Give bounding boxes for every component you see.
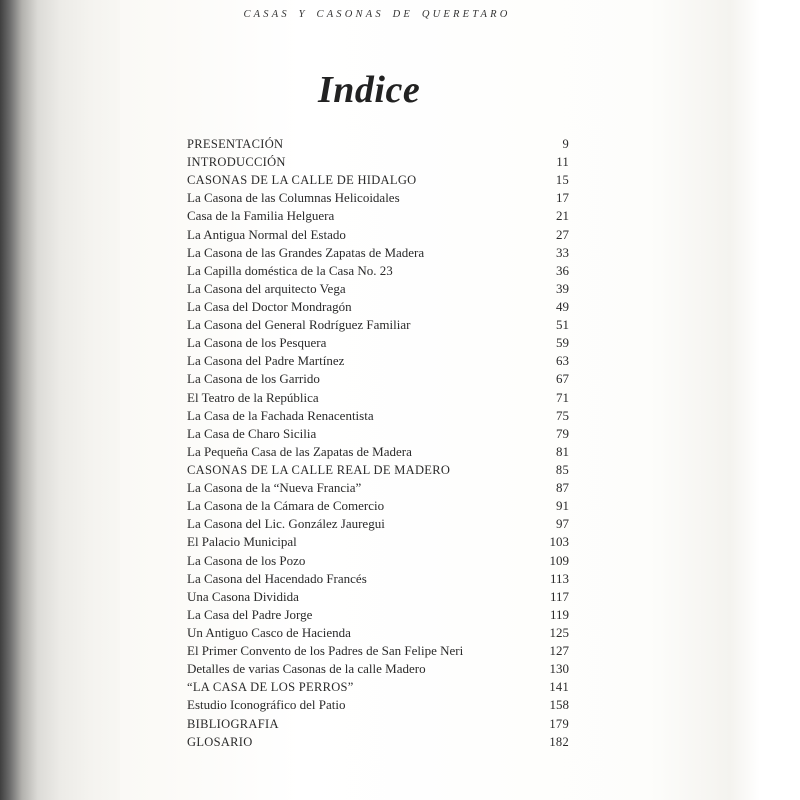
toc-entry	[187, 461, 579, 479]
toc-entry	[187, 425, 579, 443]
toc-entry-page-number: 81	[556, 443, 569, 459]
toc-entry-page-number: 71	[556, 389, 569, 405]
toc-entry-page-number: 63	[556, 353, 569, 369]
toc-entry	[187, 280, 579, 298]
toc-entry-title: Estudio Iconográfico del Patio	[187, 697, 346, 713]
toc-entry	[187, 696, 579, 714]
toc-entry-page-number: 33	[556, 244, 569, 260]
toc-entry	[187, 660, 579, 678]
toc-entry-page-number: 103	[549, 534, 569, 550]
toc-entry-title: PRESENTACIÓN	[187, 137, 284, 151]
toc-entry-title: La Casa del Padre Jorge	[187, 606, 313, 622]
toc-entry-page-number: 158	[549, 697, 569, 713]
toc-entry	[187, 244, 579, 262]
toc-entry-page-number: 75	[556, 407, 569, 423]
toc-entry	[187, 624, 579, 642]
toc-entry	[187, 171, 579, 189]
toc-entry-title: Una Casona Dividida	[187, 588, 299, 604]
toc-entry	[187, 642, 579, 660]
toc-entry-page-number: 119	[549, 606, 569, 622]
toc-entry-title: GLOSARIO	[187, 734, 253, 749]
toc-entry-title: La Casona de las Columnas Helicoidales	[187, 190, 400, 206]
toc-entry-page-number: 79	[556, 425, 569, 441]
toc-entry-page-number: 97	[556, 516, 569, 532]
toc-entry-title: El Palacio Municipal	[187, 534, 297, 550]
running-head: CASAS Y CASONAS DE QUERETARO	[243, 9, 511, 20]
toc-entry-page-number: 15	[555, 173, 569, 188]
toc-entry-page-number: 85	[555, 462, 569, 477]
toc-entry	[187, 207, 579, 225]
toc-entry-page-number: 179	[549, 716, 569, 731]
toc-entry	[187, 678, 579, 696]
toc-entry	[187, 606, 579, 624]
toc-entry-title: La Antigua Normal del Estado	[187, 226, 346, 242]
toc-entry-title: La Casona del General Rodríguez Familiar	[187, 317, 411, 333]
toc-entry-title: La Casona de los Garrido	[187, 371, 320, 387]
toc-entry-title: CASONAS DE LA CALLE DE HIDALGO	[187, 173, 417, 188]
toc-entry-title: La Casona de la Cámara de Comercio	[187, 498, 385, 514]
toc-entry-page-number: 21	[556, 208, 569, 224]
toc-entry	[187, 570, 579, 588]
toc-entry-title: La Casona de las Grandes Zapatas de Madera	[187, 244, 425, 260]
toc-entry-page-number: 67	[556, 371, 569, 387]
toc-entry-title: La Casa del Doctor Mondragón	[187, 298, 352, 314]
toc-entry-title: La Casona del Hacendado Francés	[187, 570, 367, 586]
toc-entry-title: La Casa de Charo Sicilia	[187, 425, 317, 441]
page-title: Indice	[318, 69, 421, 111]
toc-entry-title: La Casona del arquitecto Vega	[187, 280, 346, 296]
toc-entry-page-number: 39	[556, 280, 569, 296]
toc-entry-page-number: 87	[556, 480, 569, 496]
toc-entry-page-number: 11	[556, 155, 569, 170]
toc-entry	[187, 189, 579, 207]
toc-entry-title: INTRODUCCIÓN	[187, 155, 286, 170]
toc-entry	[187, 533, 579, 551]
toc-entry	[187, 298, 579, 316]
toc-entry-title: Detalles de varias Casonas de la calle Madero	[187, 661, 426, 677]
toc-entry-page-number: 127	[549, 643, 569, 659]
toc-entry	[187, 153, 579, 171]
toc-entry	[187, 552, 579, 570]
toc-entry	[187, 443, 579, 461]
toc-entry-title: La Casona de los Pesquera	[187, 335, 327, 351]
toc-entry	[187, 479, 579, 497]
toc-entry-title: La Casona de los Pozo	[187, 552, 306, 568]
toc-entry-title: El Primer Convento de los Padres de San Felipe Neri	[187, 643, 464, 659]
toc-entry-page-number: 17	[556, 190, 569, 206]
toc-entry-page-number: 59	[556, 335, 569, 351]
toc-entry-title: CASONAS DE LA CALLE REAL DE MADERO	[187, 462, 451, 477]
toc-entry	[187, 715, 579, 733]
toc-entry-page-number: 182	[549, 734, 569, 749]
toc-entry-page-number: 91	[556, 498, 569, 514]
toc-entry-title: La Casa de la Fachada Renacentista	[187, 407, 374, 423]
toc-entry-title: La Casona del Lic. González Jauregui	[187, 516, 385, 532]
toc-entry-page-number: 109	[549, 552, 569, 568]
toc-entry	[187, 588, 579, 606]
toc-entry-title: La Capilla doméstica de la Casa No. 23	[187, 262, 393, 278]
toc-entry	[187, 352, 579, 370]
toc-entry	[187, 226, 579, 244]
toc-entry	[187, 407, 579, 425]
toc-entry	[187, 334, 579, 352]
toc-entry-title: Casa de la Familia Helguera	[187, 208, 335, 224]
toc-entry	[187, 389, 579, 407]
toc-entry-page-number: 125	[549, 624, 569, 640]
page-gutter-shadow	[0, 0, 120, 800]
toc-entry-title: “LA CASA DE LOS PERROS”	[187, 680, 354, 695]
toc-entry	[187, 733, 579, 751]
toc-entry-title: La Casona del Padre Martínez	[187, 353, 345, 369]
toc-entry-page-number: 51	[556, 317, 569, 333]
toc-entry-page-number: 113	[549, 570, 569, 586]
toc-entry	[187, 262, 579, 280]
toc-entry-title: Un Antiguo Casco de Hacienda	[187, 624, 351, 640]
toc-entry	[187, 497, 579, 515]
toc-entry-page-number: 27	[556, 226, 569, 242]
toc-entry-title: BIBLIOGRAFIA	[187, 716, 279, 731]
toc-entry-title: La Casona de la “Nueva Francia”	[187, 480, 362, 496]
toc-entry	[187, 370, 579, 388]
toc-entry	[187, 135, 579, 153]
toc-entry-page-number: 130	[549, 661, 569, 677]
toc-entry-page-number: 9	[562, 137, 569, 151]
toc-entry-title: El Teatro de la República	[187, 389, 319, 405]
toc-entry-page-number: 141	[549, 680, 569, 695]
toc-entry	[187, 515, 579, 533]
toc-entry-page-number: 49	[556, 298, 569, 314]
toc-entry-page-number: 36	[556, 262, 569, 278]
toc-entry-page-number: 117	[549, 588, 569, 604]
toc-entry	[187, 316, 579, 334]
table-of-contents	[187, 135, 579, 751]
toc-entry-title: La Pequeña Casa de las Zapatas de Madera	[187, 443, 412, 459]
